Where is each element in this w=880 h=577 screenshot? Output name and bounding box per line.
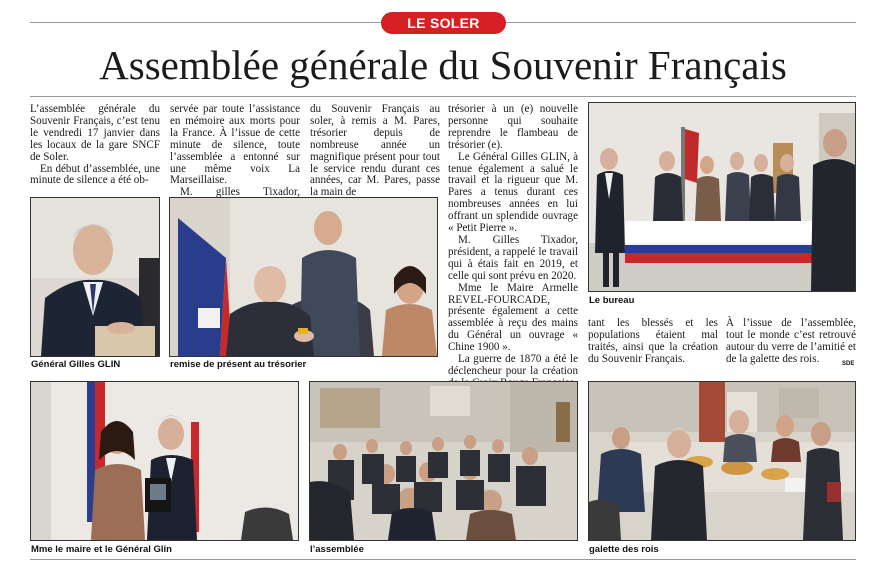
article-column-3 [310, 104, 440, 199]
paragraph: La guerre de 1870 a été le déclencheur pour la création [448, 353, 578, 377]
paragraph: Mme le Maire Armelle REVEL-FOURCADE, présente également a cette assemblée à reçu des mains du Général un ouvrage « Chine 1900 ». [448, 281, 578, 354]
photo-general-glin [30, 197, 160, 357]
photo-galette [588, 381, 856, 541]
paragraph: Le Général Gilles GLIN, à tenue également a salué le travail et la rigueur que M. Pares a tenus durant ces nombreuses années en lui offrant un splendide ouvrage « Petit Pierre ». [448, 150, 578, 235]
caption-maire: Mme le maire et le Général Glin [31, 544, 172, 555]
caption-tresorier: remise de présent au trésorier [170, 359, 307, 370]
article-column-2 [170, 104, 300, 211]
caption-general: Général Gilles GLIN [31, 359, 121, 370]
article-column-5 [588, 318, 718, 366]
paragraph: trésorier à un (e) nouvelle personne qui souhaite reprendre le flambeau de trésorier (e). [448, 103, 578, 151]
article-column-4 [448, 104, 578, 390]
paragraph: En début d’assemblée, une minute de silence a été ob- [30, 162, 160, 187]
headline-rule [30, 96, 856, 97]
photo-credit: SDE [842, 361, 855, 367]
photo-remise-present [169, 197, 438, 357]
headline: Assemblée générale du Souvenir Français [99, 42, 787, 88]
bottom-rule [30, 559, 856, 560]
caption-bureau: Le bureau [589, 295, 635, 306]
article-column-6 [726, 318, 856, 366]
paragraph: du Souvenir Français au soler, à remis a M. Pares, trésorier depuis de nombreuse année un magnifique présent pour tout le service rendu durant ces années, car M. Pares, passe la main de [310, 103, 440, 199]
photo-bureau [588, 102, 856, 292]
paragraph: tant les blessés et les populations étaient mal traités, ainsi que la création du Souvenir Français. [588, 317, 718, 365]
paragraph: M. gilles Tixador, [180, 186, 300, 199]
paragraph: servée par toute l’assistance en mémoire aux morts pour la France. À l’issue de cette minute de silence, toute l’assemblée a entonné sur une même voix La Marseillaise. [170, 103, 300, 187]
paragraph: M. Gilles Tixador, président, a rappelé le travail qui à étais fait en 2019, et celle qui sont prévu en 2020. [448, 233, 578, 282]
photo-assemblee [309, 381, 578, 541]
paragraph: L’assemblée générale du Souvenir Français, c’est tenu le vendredi 17 janvier dans les locaux de la gare SNCF de Soler. [30, 103, 160, 163]
caption-assemblee: l’assemblée [310, 544, 364, 555]
section-tag: LE SOLER [381, 12, 506, 34]
paragraph: À l’issue de l’assemblée, tout le monde c’est retrouvé autour du verre de l’amitié et de la galette des rois. [726, 317, 856, 365]
photo-maire-general [30, 381, 299, 541]
caption-galette: galette des rois [589, 544, 659, 555]
article-column-1 [30, 104, 160, 187]
